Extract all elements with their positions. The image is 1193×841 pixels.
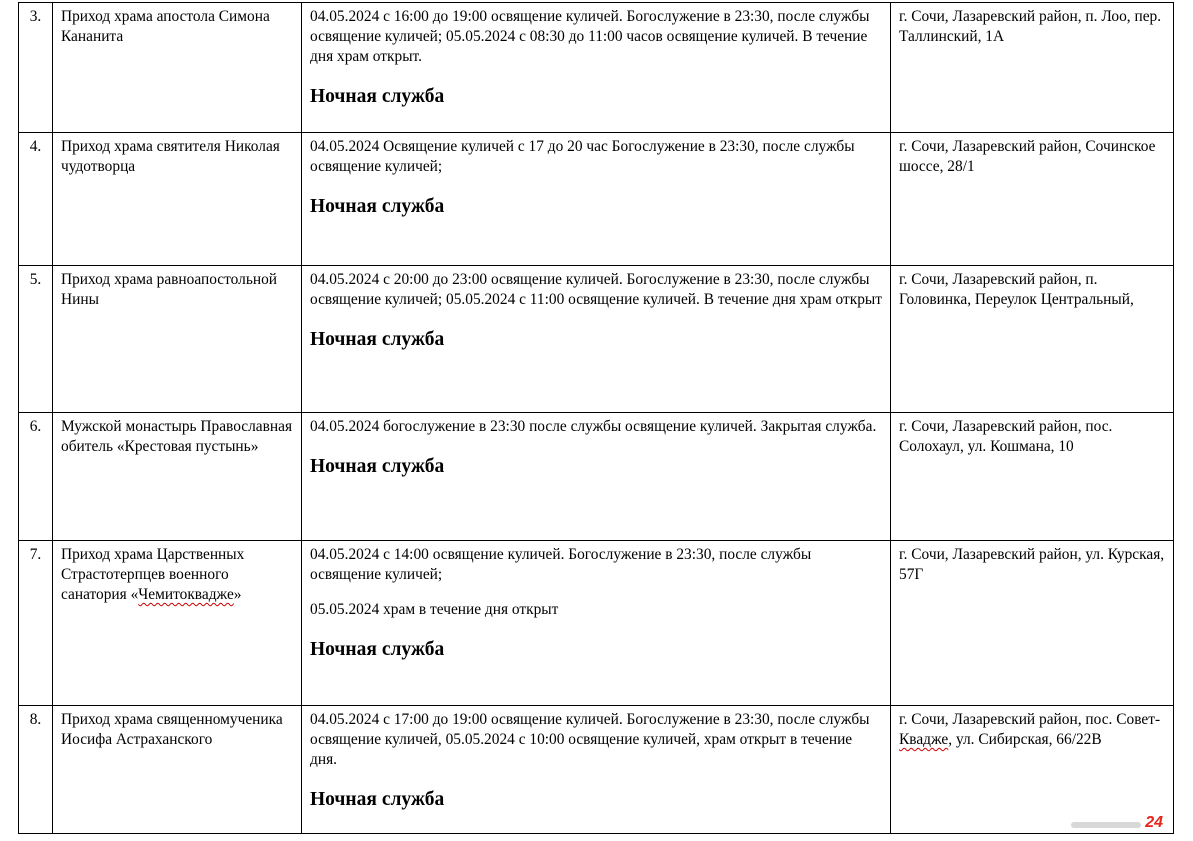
row-number: 4. bbox=[19, 133, 53, 266]
night-service-label: Ночная служба bbox=[310, 789, 445, 810]
night-service-label: Ночная служба bbox=[310, 456, 445, 477]
service-schedule-cell bbox=[302, 413, 891, 541]
service-schedule: 04.05.2024 с 20:00 до 23:00 освящение куличей. Богослужение в 23:30, после службы освящение куличей; 05.05.2024 с 11:00 освящение куличей. В течение дня храм открыт bbox=[310, 271, 882, 308]
church-address-text: г. Сочи, Лазаревский район, пос. Совет- bbox=[899, 711, 1161, 728]
church-address: г. Сочи, Лазаревский район, Сочинское шоссе, 28/1 bbox=[891, 133, 1174, 266]
church-name: Приход храма святителя Николая чудотворца bbox=[53, 133, 302, 266]
service-schedule-cell bbox=[302, 266, 891, 413]
service-schedule-cell bbox=[302, 133, 891, 266]
service-schedule-cell bbox=[302, 541, 891, 706]
church-name bbox=[53, 541, 302, 706]
watermark bbox=[1071, 815, 1163, 831]
table-row bbox=[19, 266, 1174, 413]
table-row bbox=[19, 133, 1174, 266]
news-logo: 24 bbox=[1145, 814, 1163, 831]
service-schedule-extra: 05.05.2024 храм в течение дня открыт bbox=[310, 601, 559, 618]
night-service-label: Ночная служба bbox=[310, 329, 445, 350]
church-address: г. Сочи, Лазаревский район, ул. Курская, 57Г bbox=[891, 541, 1174, 706]
church-name: Мужской монастырь Православная обитель «Крестовая пустынь» bbox=[53, 413, 302, 541]
church-address: г. Сочи, Лазаревский район, п. Головинка, Переулок Центральный, bbox=[891, 266, 1174, 413]
night-service-label: Ночная служба bbox=[310, 196, 445, 217]
service-schedule: 04.05.2024 Освящение куличей с 17 до 20 час Богослужение в 23:30, после службы освящение куличей; bbox=[310, 138, 855, 175]
church-name: Приход храма священномученика Иосифа Астраханского bbox=[53, 706, 302, 834]
service-schedule-cell bbox=[302, 3, 891, 133]
spellcheck-marked-word: Квадже bbox=[899, 731, 949, 748]
spellcheck-marked-word: Чемитоквадже bbox=[138, 586, 234, 603]
night-service-label: Ночная служба bbox=[310, 639, 445, 660]
table-row bbox=[19, 541, 1174, 706]
church-address-text-end: , ул. Сибирская, 66/22В bbox=[948, 731, 1102, 748]
table-row bbox=[19, 706, 1174, 834]
watermark-blur-bar bbox=[1071, 822, 1141, 828]
church-name-text: Приход храма Царственных Страстотерпцев военного санатория « bbox=[61, 546, 245, 603]
row-number: 3. bbox=[19, 3, 53, 133]
service-schedule: 04.05.2024 с 14:00 освящение куличей. Богослужение в 23:30, после службы освящение куличей; bbox=[310, 546, 812, 583]
row-number: 7. bbox=[19, 541, 53, 706]
church-address: г. Сочи, Лазаревский район, п. Лоо, пер. Таллинский, 1А bbox=[891, 3, 1174, 133]
row-number: 6. bbox=[19, 413, 53, 541]
row-number: 5. bbox=[19, 266, 53, 413]
church-name: Приход храма апостола Симона Кананита bbox=[53, 3, 302, 133]
church-name-text-end: » bbox=[233, 586, 242, 603]
row-number: 8. bbox=[19, 706, 53, 834]
service-schedule: 04.05.2024 с 16:00 до 19:00 освящение куличей. Богослужение в 23:30, после службы освящение куличей; 05.05.2024 с 08:30 до 11:00 часов освящение куличей. В течение дня храм открыт. bbox=[310, 8, 870, 65]
service-schedule: 04.05.2024 с 17:00 до 19:00 освящение куличей. Богослужение в 23:30, после службы освящение куличей, 05.05.2024 с 10:00 освящение куличей, храм открыт в течение дня. bbox=[310, 711, 870, 768]
service-schedule-cell bbox=[302, 706, 891, 834]
church-address: г. Сочи, Лазаревский район, пос. Солохаул, ул. Кошмана, 10 bbox=[891, 413, 1174, 541]
church-schedule-table bbox=[18, 2, 1174, 834]
church-name: Приход храма равноапостольной Нины bbox=[53, 266, 302, 413]
service-schedule: 04.05.2024 богослужение в 23:30 после службы освящение куличей. Закрытая служба. bbox=[310, 418, 877, 435]
table-row bbox=[19, 3, 1174, 133]
table-row bbox=[19, 413, 1174, 541]
night-service-label: Ночная служба bbox=[310, 86, 445, 107]
